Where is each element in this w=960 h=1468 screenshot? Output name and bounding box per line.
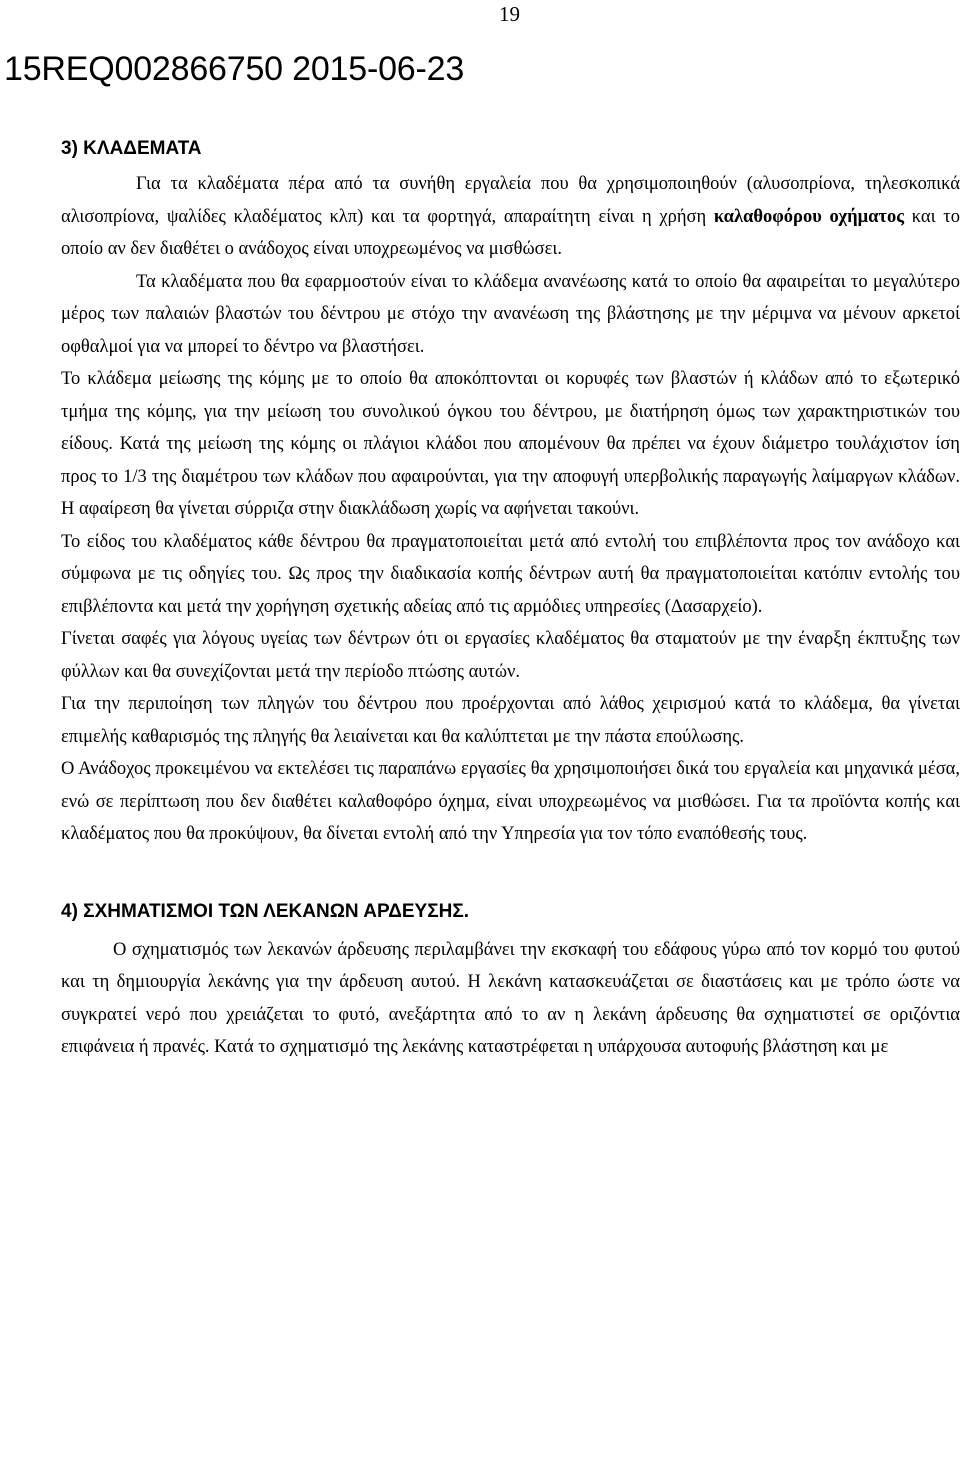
paragraph-pruning-instructions: Το είδος του κλαδέματος κάθε δέντρου θα πραγματοποιείται μετά από εντολή του επιβλέποντα προς τον ανάδοχο και σύμφωνα με τις οδηγίες του. Ως προς την διαδικασία κοπής δέντρων αυτή θα πραγματοποιείται κατόπιν εντολής του επιβλέποντα και μετά την χορήγηση σχετικής αδείας από τις αρμόδιες υπηρεσίες (Δασαρχείο). (61, 531, 960, 617)
paragraph-text: και το οποίο αν δεν διαθέτει ο ανάδοχος είναι υποχρεωμένος να μισθώσει. (61, 206, 960, 259)
paragraph-crown-reduction: Το κλάδεμα μείωσης της κόμης με το οποίο θα αποκόπτονται οι κορυφές των βλαστών ή κλάδων από το εξωτερικό τμήμα της κόμης, για την μείωση του συνολικού όγκου του δέντρου, με διατήρηση όμως των χαρακτηριστικών του είδους. Κατά της μείωση της κόμης οι πλάγιοι κλάδοι που απομένουν θα πρέπει να έχουν διάμετρο τουλάχιστον ίση προς το 1/3 της διαμέτρου των κλάδων που αφαιρούνται, για την αποφυγή υπερβολικής παραγωγής λαίμαργων κλάδων. Η αφαίρεση θα γίνεται σύρριζα στην διακλάδωση χωρίς να αφήνεται τακούνι. (61, 369, 960, 519)
paragraph-irrigation-basins: Ο σχηματισμός των λεκανών άρδευσης περιλαμβάνει την εκσκαφή του εδάφους γύρω από τον κορμό του φυτού και τη δημιουργία λεκάνης για την άρδευση αυτού. Η λεκάνη κατασκευάζεται σε διαστάσεις και με τρόπο ώστε να συγκρατεί νερό που χρειάζεται το φυτό, ανεξάρτητα από το αν η λεκάνη άρδευσης θα σχηματιστεί σε οριζόντια επιφάνεια ή πρανές. Κατά το σχηματισμό της λεκάνης καταστρέφεται η υπάρχουσα αυτοφυής βλάστηση και με (61, 939, 960, 1057)
paragraph-renewal-pruning: Τα κλαδέματα που θα εφαρμοστούν είναι το κλάδεμα ανανέωσης κατά το οποίο θα αφαιρείται το μεγαλύτερο μέρος των παλαιών βλαστών του δέντρου με στόχο την ανανέωση της βλάστησης με την μέριμνα να μένουν αρκετοί οφθαλμοί για να μπορεί το δέντρο να βλαστήσει. (61, 271, 960, 357)
paragraph-text: Για τα κλαδέματα πέρα από τα συνήθη εργαλεία που θα χρησιμοποιηθούν (αλυσοπρίονα, τηλεσκοπικά αλισοπρίονα, ψαλίδες κλαδέματος κλπ) και τα φορτηγά, απαραίτητη είναι η χρήση (61, 174, 960, 227)
section-heading-irrigation-basins: 4) ΣΧΗΜΑΤΙΣΜΟΙ ΤΩΝ ΛΕΚΑΝΩΝ ΑΡΔΕΥΣΗΣ. (61, 900, 470, 922)
section-heading-pruning: 3) ΚΛΑΔΕΜΑΤΑ (61, 138, 202, 159)
paragraph-pruning-tools (61, 168, 960, 266)
paragraph-wound-care: Για την περιποίηση των πληγών του δέντρου που προέρχονται από λάθος χειρισμού κατά το κλάδεμα, θα γίνεται επιμελής καθαρισμός της πληγής θα λειαίνεται και θα καλύπτεται με την πάστα επούλωσης. (61, 694, 960, 747)
document-body (61, 135, 960, 1064)
bold-term: καλαθοφόρου οχήματος (713, 206, 905, 227)
document-id: 15REQ002866750 2015-06-23 (4, 50, 465, 88)
paragraph-pruning-season: Γίνεται σαφές για λόγους υγείας των δέντρων ότι οι εργασίες κλαδέματος θα σταματούν με την έναρξη έκπτυξης των φύλλων και θα συνεχίζονται μετά την περίοδο πτώσης αυτών. (61, 629, 960, 682)
paragraph-contractor-equipment: Ο Ανάδοχος προκειμένου να εκτελέσει τις παραπάνω εργασίες θα χρησιμοποιήσει δικά του εργαλεία και μηχανικά μέσα, ενώ σε περίπτωση που δεν διαθέτει καλαθοφόρο όχημα, είναι υποχρεωμένος να μισθώσει. Για τα προϊόντα κοπής και κλαδέματος που θα προκύψουν, θα δίνεται εντολή από την Υπηρεσία για τον τόπο εναπόθεσής τους. (61, 759, 960, 844)
page-number: 19 (499, 2, 520, 26)
